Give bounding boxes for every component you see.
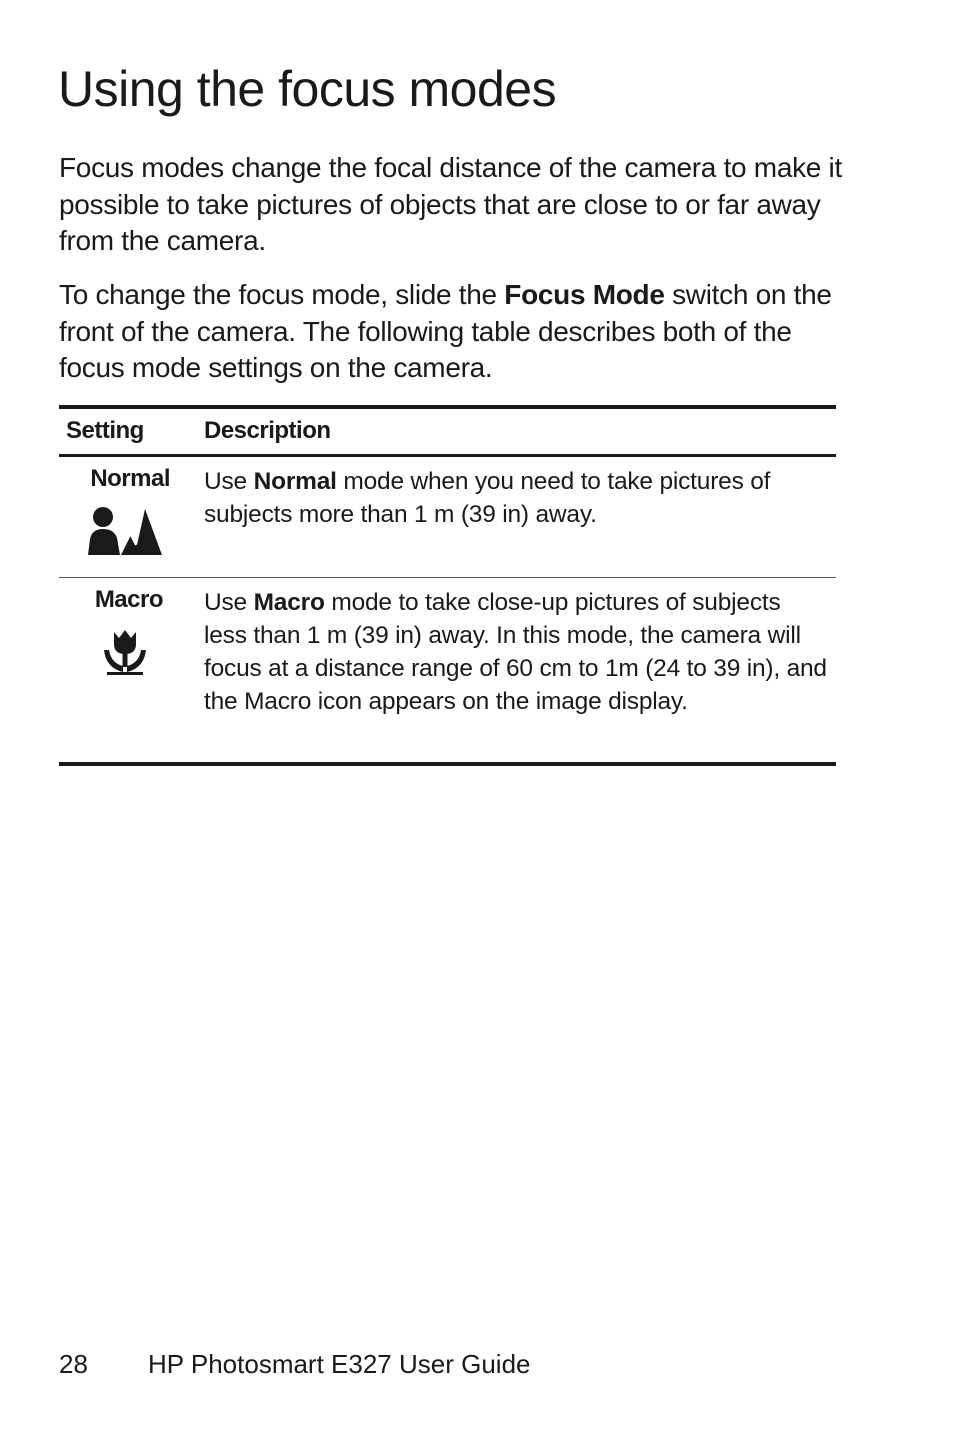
table-row-normal [59, 457, 836, 578]
description-normal [204, 465, 829, 531]
header-description: Description [204, 417, 331, 444]
desc-macro-bold: Macro [253, 589, 325, 616]
desc-normal-start: Use [204, 468, 254, 495]
setting-name-normal: Normal [90, 465, 170, 492]
page-number: 28 [59, 1349, 88, 1379]
instruction-paragraph [59, 277, 849, 387]
page-title: Using the focus modes [58, 61, 557, 117]
desc-normal-end: mode when you need to take pictures of subjects more than 1 m (39 in) away. [204, 468, 771, 528]
table-row-macro [59, 578, 836, 766]
header-setting: Setting [66, 417, 144, 444]
focus-mode-switch-label: Focus Mode [504, 279, 665, 310]
setting-cell [59, 465, 170, 493]
description-macro [204, 586, 829, 718]
setting-cell [59, 586, 163, 614]
desc-normal-bold: Normal [253, 468, 337, 495]
instruction-text-end: switch on the front of the camera. The following table describes both of the focus mode settings on the camera. [59, 279, 832, 383]
instruction-text-start: To change the focus mode, slide the [59, 279, 505, 310]
focus-modes-table [59, 405, 836, 766]
desc-macro-end: mode to take close-up pictures of subjects less than 1 m (39 in) away. In this mode, the camera will focus at a distance range of 60 cm to 1m (24 to 39 in), and the Macro icon appears on the image display. [204, 589, 827, 715]
intro-paragraph: Focus modes change the focal distance of the camera to make it possible to take pictures of objects that are close to or far away from the camera. [59, 152, 842, 256]
macro-tulip-icon [102, 628, 148, 681]
desc-macro-start: Use [204, 589, 254, 616]
table-header [59, 405, 836, 457]
normal-focus-icon [87, 505, 163, 560]
setting-name-macro: Macro [94, 586, 163, 613]
guide-title: HP Photosmart E327 User Guide [148, 1349, 531, 1379]
